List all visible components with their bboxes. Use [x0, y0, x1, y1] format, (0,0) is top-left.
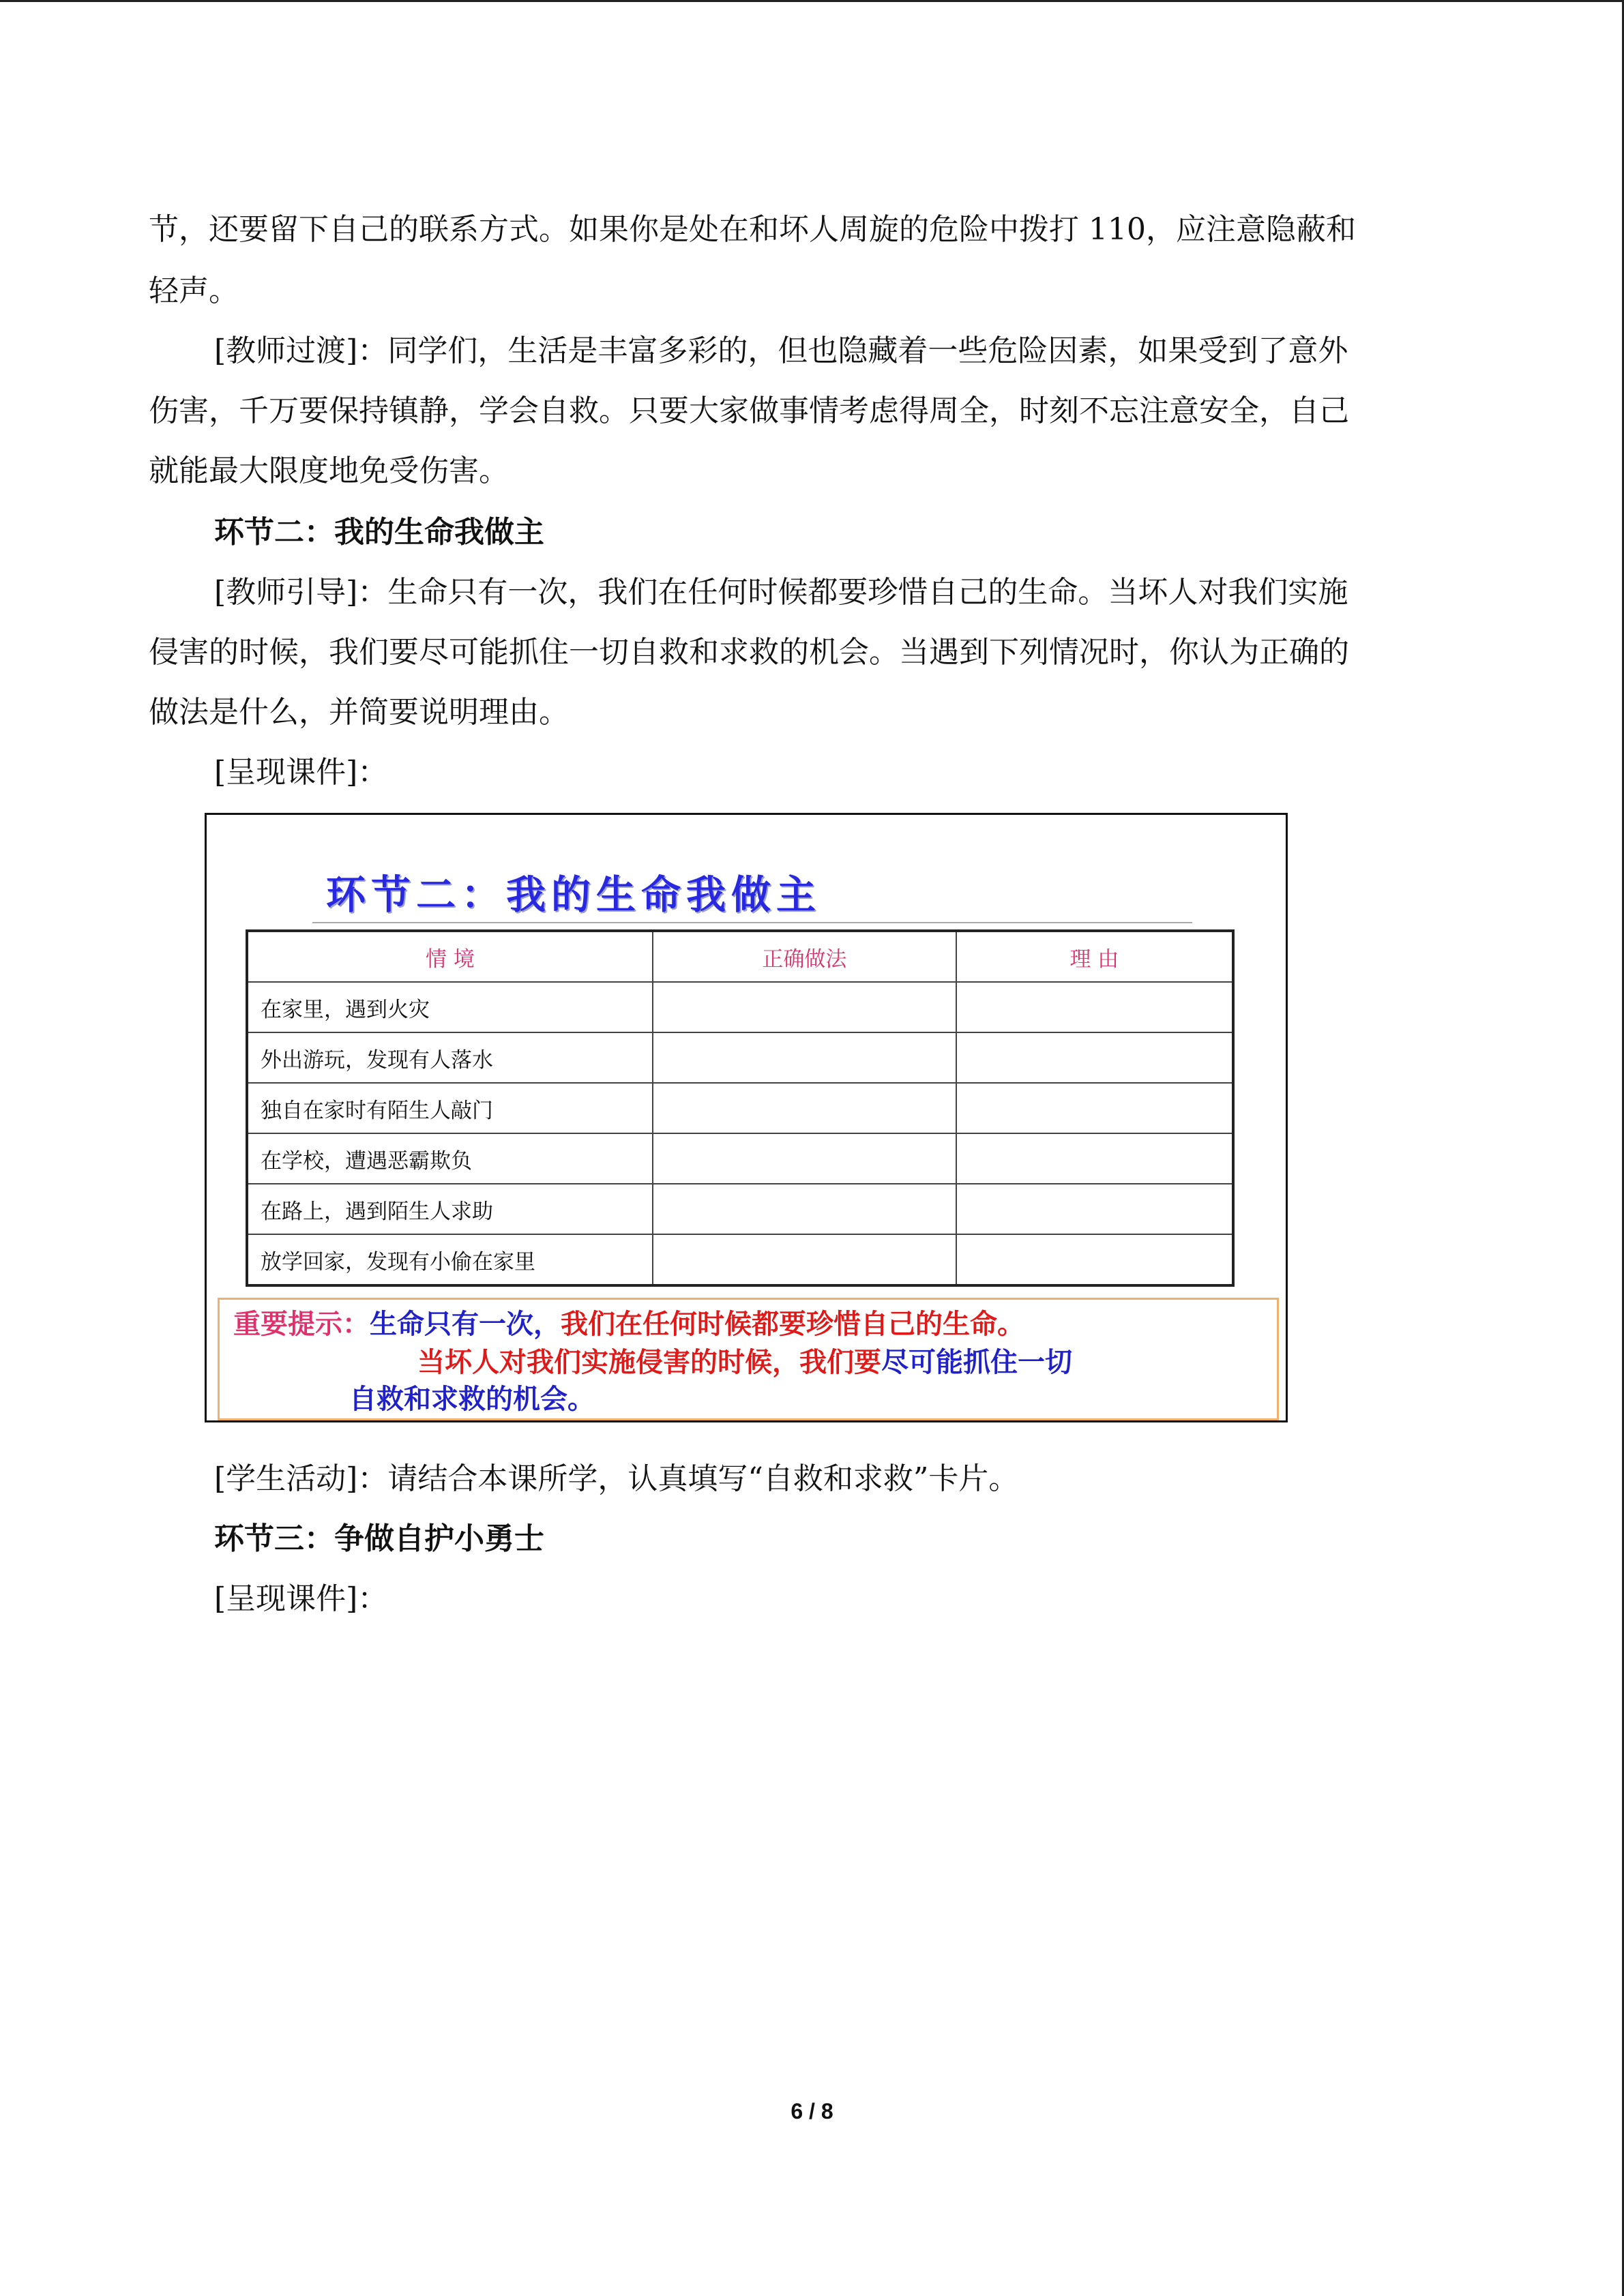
paragraph-1-line-2: 轻声。 — [149, 273, 239, 308]
section-3-heading: 环节三：争做自护小勇士 — [214, 1521, 544, 1556]
slide-title-rule — [312, 922, 1192, 923]
situation-table — [246, 929, 1235, 1287]
courseware-label-2: [呈现课件]： — [214, 1581, 388, 1616]
action-cell — [653, 1184, 956, 1234]
action-cell — [653, 982, 956, 1032]
action-cell — [653, 1133, 956, 1184]
table-row — [247, 1133, 1233, 1184]
paragraph-3-line-2: 侵害的时候，我们要尽可能抓住一切自救和求救的机会。当遇到下列情况时，你认为正确的 — [149, 635, 1349, 670]
page-border-top — [0, 0, 1624, 2]
action-cell — [653, 1032, 956, 1083]
paragraph-2-line-2: 伤害，千万要保持镇静，学会自救。只要大家做事情考虑得周全，时刻不忘注意安全，自己 — [149, 393, 1349, 428]
action-cell — [653, 1083, 956, 1133]
paragraph-1-line-1: 节，还要留下自己的联系方式。如果你是处在和坏人周旋的危险中拨打 110，应注意隐蔽和 — [149, 212, 1356, 247]
action-cell — [653, 1234, 956, 1285]
paragraph-3-line-3: 做法是什么，并简要说明理由。 — [149, 695, 569, 730]
reason-cell — [956, 1083, 1233, 1133]
tip-text-1: 生命只有一次， — [370, 1309, 561, 1340]
paragraph-3-line-1: [教师引导]：生命只有一次，我们在任何时候都要珍惜自己的生命。当坏人对我们实施 — [214, 575, 1348, 610]
situation-cell: 在学校，遭遇恶霸欺负 — [247, 1133, 653, 1184]
table-row — [247, 1234, 1233, 1285]
page-number: 6 / 8 — [791, 2099, 833, 2123]
reason-cell — [956, 982, 1233, 1032]
tip-label: 重要提示： — [233, 1309, 370, 1340]
slide-title: 环节二：我的生命我做主 — [326, 871, 822, 918]
header-reason: 理 由 — [956, 931, 1233, 982]
tip-text-4: 尽可能抓住一切 — [881, 1347, 1072, 1378]
tip-line-3 — [349, 1380, 595, 1418]
table-row — [247, 1032, 1233, 1083]
tip-text-3: 当坏人对我们实施侵害的时候，我们要 — [417, 1347, 881, 1378]
situation-cell: 独自在家时有陌生人敲门 — [247, 1083, 653, 1133]
important-tip-box — [218, 1298, 1279, 1420]
reason-cell — [956, 1234, 1233, 1285]
section-2-heading: 环节二：我的生命我做主 — [214, 515, 544, 550]
situation-cell: 在路上，遇到陌生人求助 — [247, 1184, 653, 1234]
tip-text-5: 自救和求救的机会。 — [349, 1384, 595, 1415]
table-header-row — [247, 931, 1233, 982]
situation-cell: 放学回家，发现有小偷在家里 — [247, 1234, 653, 1285]
situation-cell: 外出游玩，发现有人落水 — [247, 1032, 653, 1083]
header-correct-action: 正确做法 — [653, 931, 956, 982]
reason-cell — [956, 1184, 1233, 1234]
tip-text-2: 我们在任何时候都要珍惜自己的生命。 — [561, 1309, 1024, 1340]
tip-line-2 — [417, 1343, 1072, 1382]
paragraph-2-line-1: [教师过渡]：同学们，生活是丰富多彩的，但也隐藏着一些危险因素，如果受到了意外 — [214, 333, 1348, 368]
paragraph-2-line-3: 就能最大限度地免受伤害。 — [149, 453, 509, 488]
situation-cell: 在家里，遇到火灾 — [247, 982, 653, 1032]
reason-cell — [956, 1133, 1233, 1184]
courseware-label-1: [呈现课件]： — [214, 755, 388, 790]
table-row — [247, 982, 1233, 1032]
table-row — [247, 1083, 1233, 1133]
header-situation: 情 境 — [247, 931, 653, 982]
courseware-slide — [205, 813, 1288, 1422]
table-row — [247, 1184, 1233, 1234]
tip-line-1 — [233, 1305, 1024, 1343]
reason-cell — [956, 1032, 1233, 1083]
student-activity: [学生活动]：请结合本课所学，认真填写“自救和求救”卡片。 — [214, 1461, 1019, 1496]
